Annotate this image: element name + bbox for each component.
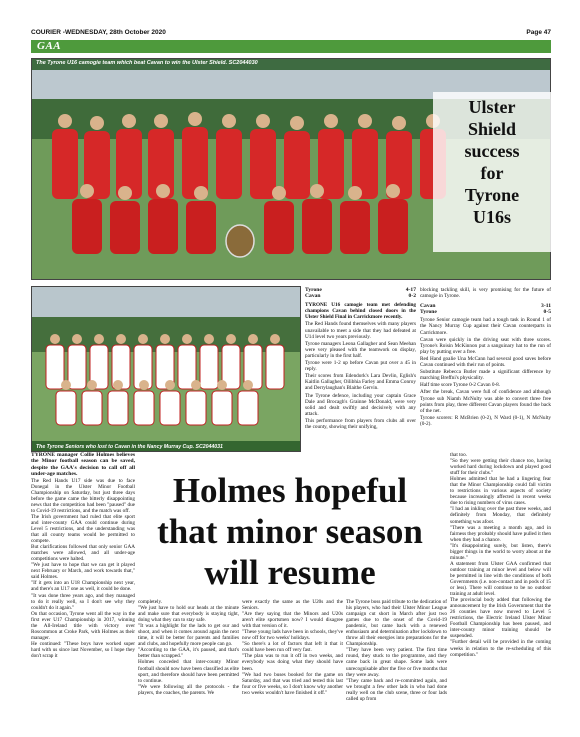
article-paragraph: "We had two buses booked for the game on Saturday, and that was tried and tested this last four or five weeks, so I don't know why another two weeks wouldn't have finished it off." xyxy=(242,671,343,696)
article-paragraph: "We just have to hold our heads at the minute and make sure that everybody is staying tight, doing what they can to stay safe. xyxy=(138,605,239,624)
article-paragraph: "They have been very patient. The first time round, they stuck to the programme, and they came back in great shape. Some lads were unrecognisable after the five or five months that they were away. xyxy=(346,647,447,678)
score-value: 0-2 xyxy=(408,293,416,300)
article-lead: TYRONE manager Collie Holmes believes the Minor football season can be saved, despite the GAA's decision to call off all under-age matches. xyxy=(31,452,135,478)
article-paragraph: "Are they saying that the Minors and U20s aren't elite sportsmen now? I would disagree with that version of it. xyxy=(242,611,343,630)
article-paragraph: He continued: "These boys have worked super hard with us since last November, so I hope they don't scrap it xyxy=(31,640,135,659)
header-date: COURIER -WEDNESDAY, 28th October 2020 xyxy=(31,28,166,36)
article-paragraph: "There was a meeting a month ago, and in fairness they probably should have pulled it then when they had a chance. xyxy=(450,524,551,543)
photo-headline-word: Ulster xyxy=(468,97,516,117)
article-col-3 xyxy=(242,599,343,696)
report-lead: TYRONE U16 camogie team met defending champions Cavan behind closed doors in the Ulster Shield Final in Carrickmore recently. xyxy=(305,302,416,321)
photo-headline-word: for xyxy=(480,163,504,183)
photo-headline-word: U16s xyxy=(472,207,511,227)
report-paragraph: blocking tackling skill, is very promising for the future of camogie in Tyrone. xyxy=(420,287,551,300)
report-paragraph: Tyrone were 1-2 up before Cavan put over a 45 in reply. xyxy=(305,360,416,373)
article-paragraph: The provincial body added that following the announcement by the Irish Government that the 26 counties have now moved to Level 5 restrictions, the Electric Ireland Ulster Minor Football Championship has been paused, and inter-county minor training should be suspended. xyxy=(450,597,551,640)
report-u16 xyxy=(305,287,416,431)
article-paragraph: "If it gets into an U18 Championship next year, and there's an U17 one as well, it could be done. xyxy=(31,580,135,593)
report-paragraph: Tyrone managers Leona Gallagher and Sean Meehan were very pleased with the teamwork on display, particularly in the first half. xyxy=(305,340,416,359)
photo-headline xyxy=(433,92,551,228)
article-paragraph: that too. xyxy=(450,452,468,458)
score-value: 3-11 xyxy=(541,303,551,310)
article-paragraph: On that occasion, Tyrone went all the way in the first ever U17 Championship in 2017, winning the All-Ireland title with victory over Roscommon at Croke Park, with Holmes as their manager. xyxy=(31,610,135,641)
report-paragraph: This performance from players from clubs all over the county, showing their unifying, xyxy=(305,417,416,430)
article-headline: Holmes hopeful that minor season will resume xyxy=(157,471,423,592)
article-paragraph: "So they were getting their chance too, having worked hard during lockdown and played good stuff for their clubs." xyxy=(450,458,551,477)
article-col-4 xyxy=(346,599,447,702)
article-paragraph: "They came back and re-committed again, and we brought a few other lads in who had done really well on the club scene, three or four lads called up from xyxy=(346,677,447,702)
article-paragraph: "So there's a lot of factors that left it that it could have been run off very fast. xyxy=(242,641,343,654)
photo-headline-word: Tyrone xyxy=(464,185,520,205)
section-bar xyxy=(31,40,551,53)
report-paragraph: Tyrone Senior camogie team had a tough task in Round 1 of the Nancy Murray Cup against their Cavan counterparts in Carrickmore. xyxy=(420,317,551,336)
article-paragraph: "Further detail will be provided in the coming weeks in relation to the re-scheduling of this competition." xyxy=(450,639,551,658)
report-paragraph: Their scores from Edendork's Lara Devlin, Eglish's Kaitlin Gallagher, Oilibhia Farley and Emma Conroy and Derrylaughan's Blaithe Gervin. xyxy=(305,373,416,392)
page-header xyxy=(31,27,551,37)
score-value: 4-17 xyxy=(405,287,416,293)
article-paragraph: "These young lads have been in schools, they've now off for two weeks' holidays. xyxy=(242,629,343,642)
article-paragraph: "We were following all the protocols - the players, the coaches, the parents. We xyxy=(138,683,239,696)
team-photo-seniors xyxy=(31,286,301,452)
score-line xyxy=(305,293,416,299)
report-paragraph: After the break, Cavan were full of confidence and although Tyrone sub Niamh McNulty was able to convert three free points from play, three different Cavan players found the back of the net. xyxy=(420,389,551,414)
report-paragraph: Tyrone scorers: R McBrien (0-2), N Ward (0-1), N McNulty (0-2). xyxy=(420,414,551,427)
article-paragraph: "It was a highlight for the lads to get our and shoot, and when it comes around again the next time, it will be better for parents and families and clubs, and hopefully more people can go. xyxy=(138,623,239,648)
article-paragraph: "We just have to hope that we can get it played next February or March, and work towards that," said Holmes. xyxy=(31,562,135,581)
article-col-1 xyxy=(31,452,135,659)
photo-headline-box xyxy=(433,92,551,252)
article-col-2 xyxy=(138,599,239,696)
report-paragraph: The Tyrone defence, including your captain Grace Dale and Brocagh's Grainne McDonald, were very solid and dealt swiftly and decisively with any attack. xyxy=(305,392,416,417)
photo-caption-mid: The Tyrone Seniors who lost to Cavan in the Nancy Murray Cup. SC2044031 xyxy=(36,444,223,450)
article-paragraph: "According to the GAA, it's paused, and that's better than scrapped." xyxy=(138,647,239,660)
report-paragraph: Substitute Rebecca Butler made a significant difference by marching Breffni's physicality. xyxy=(420,369,551,382)
article-paragraph: A statement from Ulster GAA confirmed that outdoor training at minor level and below will be permitted in line with the conditions of both Governments (i.e. non-contact and in pods of 15 or less). There will continue to be no outdoor training at adult level. xyxy=(450,560,551,598)
article-col-5 xyxy=(450,452,551,658)
report-paragraph: The Red Hands found themselves with many players unavailable to meet a side that they had defeated at U14 level two years previously. xyxy=(305,321,416,340)
article-paragraph: were exactly the same as the U20s and the Seniors. xyxy=(242,599,343,612)
article-paragraph: The Irish government had ruled that elite sport and inter-county GAA could continue during Level 5 restrictions, and the understanding was that all county teams would be permitted to compete. xyxy=(31,513,135,545)
report-seniors xyxy=(420,287,551,428)
article-paragraph: Holmes admitted that he had a lingering fear that the Minor Championship could fall victim to restrictions in various aspects of society because increasingly affected in recent weeks due to rising numbers of virus cases. xyxy=(450,476,551,507)
article-paragraph: "It's disappointing surely, but listen, there's bigger things in the world to worry about at the minute." xyxy=(450,542,551,561)
report-paragraph: Red Hand goalie Una McCann had several good saves before Cavan continued with their run of points. xyxy=(420,355,551,369)
team-photo-seniors-image xyxy=(32,287,301,452)
score-value: 0-5 xyxy=(543,309,551,316)
score-team: Cavan xyxy=(420,303,436,310)
photo-headline-word: success xyxy=(464,141,520,161)
score-team: Tyrone xyxy=(420,309,437,316)
article-paragraph: The Tyrone boss paid tribute to the dedication of his players, who had their Ulster Minor League campaign cut short in March after just two games due to the onset of the Covid-19 pandemic, but came back with a renewed enthusiasm and determination after lockdown to throw all their energies into preparations for the Championship. xyxy=(346,599,447,648)
article-paragraph: "The plan was to run it off in two weeks, and everybody was doing what they should have been. xyxy=(242,653,343,672)
section-title: GAA xyxy=(37,40,62,52)
score-line xyxy=(420,309,551,315)
article-paragraph: "I had an inkling over the past three weeks, and definitely from Monday, that definitely something was afoot. xyxy=(450,506,551,525)
photo-headline-word: Shield xyxy=(467,119,517,139)
article-paragraph: But clarifications followed that only senior GAA matches were allowed, and all under-age competitions were halted. xyxy=(31,544,135,563)
article-paragraph: "It was done three years ago, and they managed to do it really well, so I don't see why they couldn't do it again." xyxy=(31,592,135,611)
score-team: Cavan xyxy=(305,293,321,300)
report-paragraph: Cavan were quickly in the driving seat with three scores. Tyrone's Roisin McKinnon put a sanguinary hat to the run of play by putting over a free. xyxy=(420,336,551,355)
header-page: Page 47 xyxy=(526,28,551,36)
photo-caption-top: The Tyrone U16 camogie team which beat Cavan to win the Ulster Shield. SC2044030 xyxy=(36,60,258,66)
article-paragraph: The Red Hands U17 side was due to face Donegal in the Ulster Minor Football Championship on Saturday, but just three days before the game came the bitterly disappointing news that the competition had been "paused" due to Covid-19 restrictions, and the match was off. xyxy=(31,477,135,514)
article-paragraph: Holmes conceded that inter-county Minor football should now have been classified as elite sport, and therefore should have been permitted to continue. xyxy=(138,659,239,684)
score-team: Tyrone xyxy=(305,287,322,293)
report-paragraph: Half time score Tyrone 0-2 Cavan 0-8. xyxy=(420,382,501,389)
article-paragraph: completely. xyxy=(138,599,163,605)
